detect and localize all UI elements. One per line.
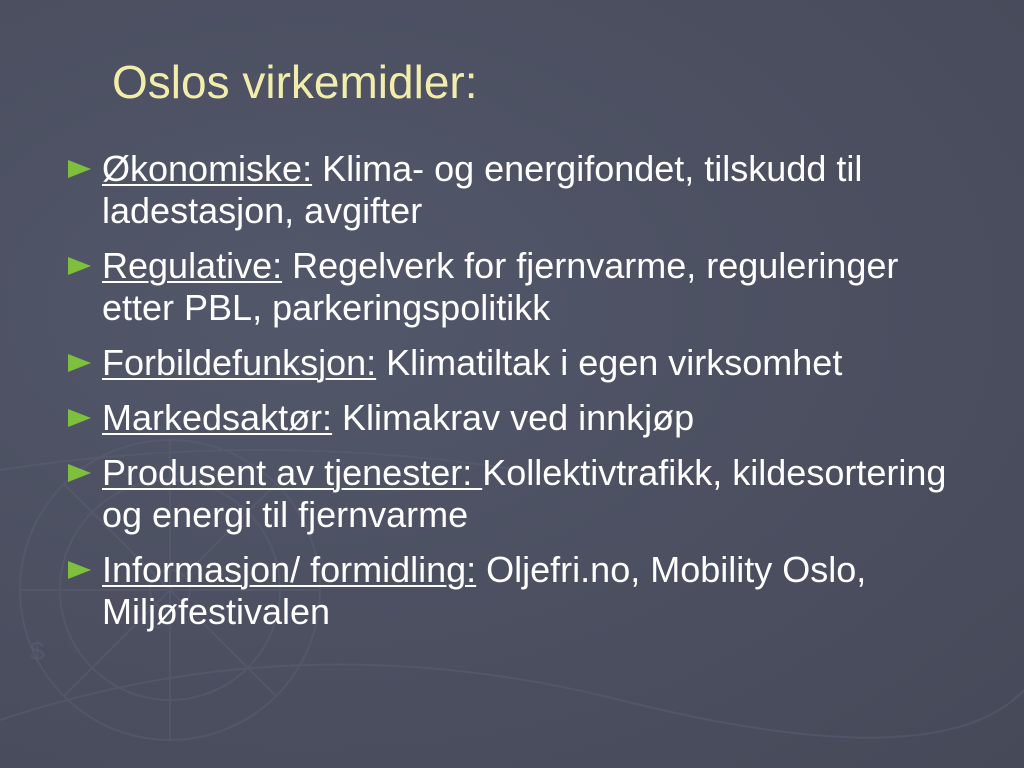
bullet-text: Regelverk for fjernvarme, reguleringer etter PBL, parkeringspolitikk <box>102 245 899 328</box>
bullet-item-produsent <box>66 452 966 536</box>
bullet-term: Produsent av tjenester: <box>102 452 483 493</box>
green-triangle-arrow-icon <box>68 160 91 178</box>
bullet-term: Økonomiske: <box>102 148 313 189</box>
bullet-item-regulative <box>66 245 966 329</box>
bullet-text: Klima- og energifondet, tilskudd til ladestasjon, avgifter <box>102 148 863 231</box>
bullet-text: Klimatiltak i egen virksomhet <box>376 342 843 383</box>
bullet-text: Kollektivtrafikk, kildesortering og energi til fjernvarme <box>102 452 947 535</box>
green-triangle-arrow-icon <box>68 464 91 482</box>
bullet-item-forbildefunksjon <box>66 342 966 384</box>
green-triangle-arrow-icon <box>68 354 91 372</box>
bullet-term: Markedsaktør: <box>102 397 333 438</box>
green-triangle-arrow-icon <box>68 409 91 427</box>
bullet-text: Oljefri.no, Mobility Oslo, Miljøfestivalen <box>102 549 867 632</box>
bullet-list <box>66 148 966 646</box>
bullet-term: Informasjon/ formidling: <box>102 549 477 590</box>
green-triangle-arrow-icon <box>68 561 91 579</box>
bullet-item-informasjon <box>66 549 966 633</box>
bullet-term: Forbildefunksjon: <box>102 342 377 383</box>
bullet-text: Klimakrav ved innkjøp <box>332 397 695 438</box>
bullet-term: Regulative: <box>102 245 283 286</box>
svg-text:$: $ <box>30 636 45 666</box>
slide-title: Oslos virkemidler: <box>112 56 478 108</box>
green-triangle-arrow-icon <box>68 257 91 275</box>
bullet-item-okonomiske <box>66 148 966 232</box>
bullet-item-markedsaktor <box>66 397 966 439</box>
